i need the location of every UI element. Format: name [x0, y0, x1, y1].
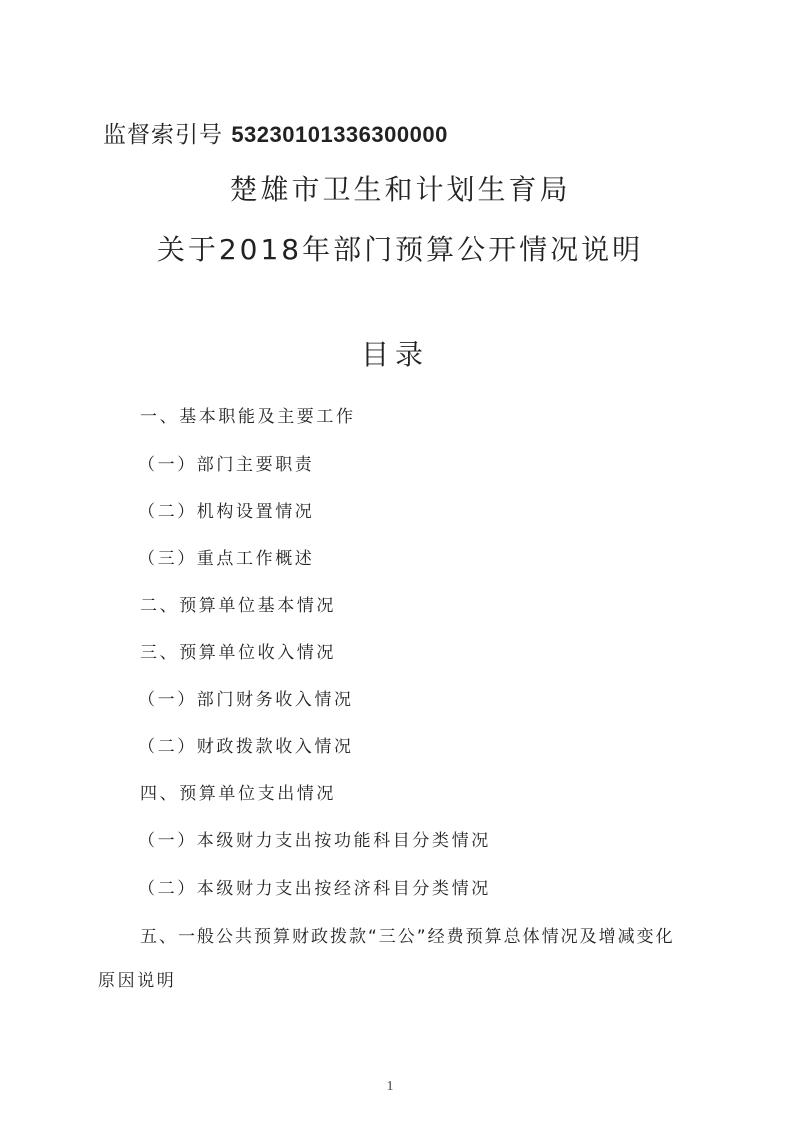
toc-item: （一）部门主要职责 [138, 455, 315, 475]
toc-item: 三、预算单位收入情况 [140, 643, 336, 663]
toc-item: （一）本级财力支出按功能科目分类情况 [138, 831, 491, 851]
toc-item: （一）部门财务收入情况 [138, 690, 354, 710]
toc-item: （二）财政拨款收入情况 [138, 737, 354, 757]
toc-item: （二）机构设置情况 [138, 502, 315, 522]
toc-item: 四、预算单位支出情况 [140, 784, 336, 804]
toc-item: （三）重点工作概述 [138, 549, 315, 569]
toc-item: （二）本级财力支出按经济科目分类情况 [138, 879, 491, 899]
page-number: 1 [386, 1079, 394, 1094]
supervision-index-number: 53230101336300000 [231, 122, 448, 147]
document-title-line2: 关于2018年部门预算公开情况说明 [156, 233, 644, 266]
toc-item: 五、一般公共预算财政拨款“三公”经费预算总体情况及增减变化 [140, 927, 675, 947]
toc-heading: 目录 [360, 338, 429, 371]
supervision-index-label: 监督索引号 [103, 122, 223, 148]
toc-item-continuation: 原因说明 [98, 971, 177, 991]
toc-item: 一、基本职能及主要工作 [140, 407, 356, 427]
document-title-line1: 楚雄市卫生和计划生育局 [229, 173, 571, 206]
toc-item: 二、预算单位基本情况 [140, 596, 336, 616]
